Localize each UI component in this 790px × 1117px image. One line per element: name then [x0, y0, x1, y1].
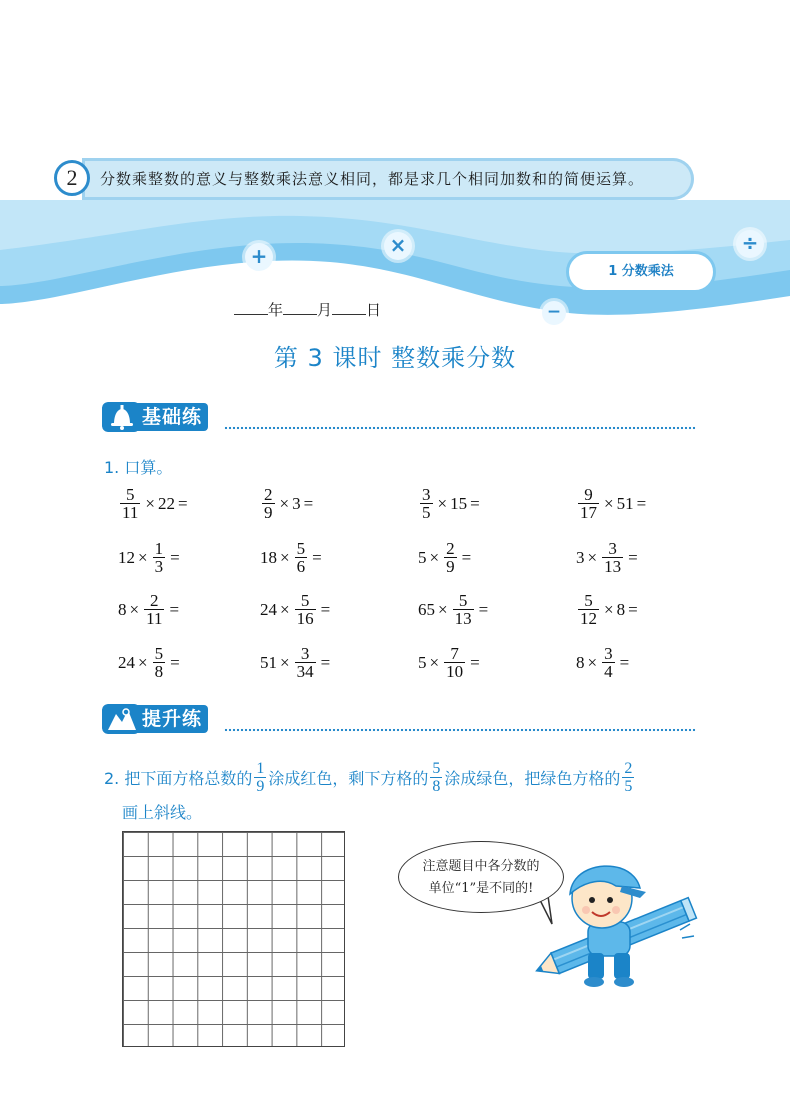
fraction	[153, 645, 166, 680]
oral-calc-expression[interactable]	[118, 486, 191, 521]
integer: 22	[157, 493, 175, 513]
oral-calc-expression[interactable]	[118, 592, 182, 627]
numerator: 9	[584, 485, 593, 504]
denominator: 8	[154, 662, 164, 681]
denominator: 4	[604, 662, 613, 681]
q2-text-1: 2. 把下面方格总数的	[104, 769, 253, 788]
q2-line-1	[104, 760, 636, 795]
day-blank[interactable]	[332, 301, 366, 315]
numerator: 1	[154, 539, 164, 558]
times-sign: ×	[587, 547, 598, 567]
numerator: 2	[446, 539, 455, 558]
fraction	[444, 540, 457, 575]
page-number: 2	[54, 160, 90, 196]
oral-calc-expression[interactable]	[118, 540, 183, 575]
section-basic-label: 基础练	[136, 403, 208, 431]
q2-fraction-2	[430, 760, 442, 795]
denominator: 3	[154, 557, 164, 576]
denominator: 12	[580, 609, 597, 628]
times-sign: ×	[437, 493, 448, 513]
fraction	[295, 540, 308, 575]
times-sign: ×	[587, 652, 598, 672]
bell-icon	[102, 402, 140, 432]
oral-calc-expression[interactable]	[260, 486, 316, 521]
integer: 5	[418, 652, 427, 672]
equals-sign: =	[628, 599, 638, 619]
oral-calc-expression[interactable]	[260, 592, 333, 627]
times-sign: ×	[280, 599, 290, 619]
fraction	[453, 592, 474, 627]
integer: 8	[118, 599, 127, 619]
minus-icon: −	[542, 301, 566, 325]
plus-icon: +	[245, 243, 273, 271]
times-sign: ×	[279, 493, 290, 513]
integer: 24	[260, 599, 277, 619]
denominator: 9	[264, 503, 273, 522]
times-sign: ×	[138, 547, 148, 567]
speech-line-2: 单位“1”是不同的!	[428, 881, 534, 896]
denominator: 13	[454, 609, 472, 628]
fraction	[120, 486, 140, 521]
dotted-divider	[224, 728, 696, 732]
fraction	[602, 540, 623, 575]
equals-sign: =	[170, 652, 180, 672]
times-sign: ×	[138, 652, 148, 672]
q2-line-2	[122, 800, 202, 823]
q2-text-3: 涂成绿色，把绿色方格的	[444, 769, 621, 788]
integer: 51	[616, 493, 634, 513]
equals-sign: =	[177, 493, 188, 513]
fraction	[295, 592, 316, 627]
integer: 24	[118, 652, 135, 672]
equals-sign: =	[320, 652, 331, 672]
section-advanced-header	[102, 704, 696, 738]
times-sign: ×	[129, 599, 140, 619]
numerator: 5	[432, 760, 441, 777]
lesson-title: 第 3 课时 整数乘分数	[273, 344, 517, 372]
fraction	[578, 592, 599, 627]
year-blank[interactable]	[234, 301, 268, 315]
denominator: 11	[146, 609, 163, 628]
speech-bubble	[398, 841, 564, 913]
oral-calc-expression[interactable]	[576, 540, 641, 575]
times-sign: ×	[280, 547, 290, 567]
oral-calc-expression[interactable]	[576, 486, 649, 521]
numerator: 3	[300, 644, 310, 663]
equals-sign: =	[470, 652, 480, 672]
denominator: 16	[296, 609, 314, 628]
oral-calc-expression[interactable]	[418, 645, 483, 680]
q2-text-4: 画上斜线。	[122, 803, 203, 822]
year-label: 年	[268, 301, 284, 319]
integer: 3	[576, 547, 585, 567]
numerator: 5	[300, 591, 310, 610]
denominator: 5	[422, 503, 431, 522]
numerator: 5	[296, 539, 306, 558]
numerator: 5	[154, 644, 164, 663]
denominator: 10	[446, 662, 464, 681]
tip-bar	[82, 158, 694, 200]
fraction	[602, 645, 615, 680]
numerator: 5	[584, 591, 593, 610]
climber-icon	[102, 704, 140, 734]
denominator: 6	[296, 557, 306, 576]
times-icon: ×	[384, 232, 412, 260]
divide-icon: ÷	[736, 230, 764, 258]
fraction	[444, 645, 465, 680]
q2-fraction-1	[254, 760, 266, 795]
equals-sign: =	[320, 599, 331, 619]
fraction	[144, 592, 164, 627]
denominator: 9	[446, 557, 455, 576]
times-sign: ×	[604, 599, 614, 619]
oral-calc-expression[interactable]	[260, 645, 333, 680]
fraction	[295, 645, 316, 680]
fraction	[420, 486, 433, 521]
fraction	[578, 486, 599, 521]
fraction	[262, 486, 275, 521]
denominator: 9	[256, 778, 265, 795]
fraction	[153, 540, 166, 575]
integer: 8	[616, 599, 626, 619]
section-advanced-label: 提升练	[136, 705, 208, 733]
equals-sign: =	[619, 652, 630, 672]
integer: 51	[260, 652, 277, 672]
unit-label: 1 分数乘法	[566, 251, 716, 293]
denominator: 17	[580, 503, 597, 522]
equals-sign: =	[170, 547, 180, 567]
times-sign: ×	[145, 493, 155, 513]
section-basic-header	[102, 402, 696, 436]
times-sign: ×	[280, 652, 290, 672]
equals-sign: =	[312, 547, 322, 567]
times-sign: ×	[429, 547, 440, 567]
times-sign: ×	[429, 652, 440, 672]
q1-title: 1. 口算。	[104, 458, 173, 477]
integer: 15	[450, 493, 468, 513]
q2-fraction-3	[622, 760, 634, 795]
integer: 12	[118, 547, 135, 567]
numerator: 2	[150, 591, 159, 610]
integer: 18	[260, 547, 277, 567]
tip-text: 分数乘整数的意义与整数乘法意义相同，都是求几个相同加数和的简便运算。	[100, 170, 645, 188]
q2-text-2: 涂成红色，剩下方格的	[268, 769, 429, 788]
numerator: 3	[604, 644, 613, 663]
date-line	[234, 299, 381, 320]
month-blank[interactable]	[283, 301, 317, 315]
equals-sign: =	[303, 493, 314, 513]
denominator: 11	[122, 503, 139, 522]
denominator: 8	[432, 778, 441, 795]
numerator: 2	[624, 760, 633, 777]
integer: 8	[576, 652, 585, 672]
integer: 3	[292, 493, 301, 513]
equals-sign: =	[628, 547, 638, 567]
oral-calc-expression[interactable]	[576, 592, 641, 627]
oral-calc-expression[interactable]	[576, 645, 632, 680]
oral-calc-expression[interactable]	[418, 540, 474, 575]
numerator: 2	[264, 485, 273, 504]
oral-calc-expression[interactable]	[418, 486, 483, 521]
equals-sign: =	[470, 493, 480, 513]
dotted-divider	[224, 426, 696, 430]
denominator: 34	[296, 662, 314, 681]
equals-sign: =	[478, 599, 489, 619]
denominator: 13	[604, 557, 622, 576]
denominator: 5	[624, 778, 633, 795]
times-sign: ×	[604, 493, 614, 513]
coloring-grid[interactable]	[122, 831, 345, 1047]
integer: 65	[418, 599, 435, 619]
numerator: 5	[458, 591, 468, 610]
month-label: 月	[317, 301, 333, 319]
oral-calc-expression[interactable]	[260, 540, 325, 575]
numerator: 7	[450, 644, 459, 663]
numerator: 1	[256, 760, 265, 777]
oral-calc-expression[interactable]	[418, 592, 491, 627]
times-sign: ×	[438, 599, 448, 619]
equals-sign: =	[169, 599, 180, 619]
numerator: 3	[422, 485, 431, 504]
oral-calc-expression[interactable]	[118, 645, 183, 680]
numerator: 5	[125, 485, 135, 504]
equals-sign: =	[636, 493, 647, 513]
equals-sign: =	[461, 547, 472, 567]
numerator: 3	[608, 539, 617, 558]
day-label: 日	[366, 301, 382, 319]
integer: 5	[418, 547, 427, 567]
speech-line-1: 注意题目中各分数的	[422, 859, 540, 874]
